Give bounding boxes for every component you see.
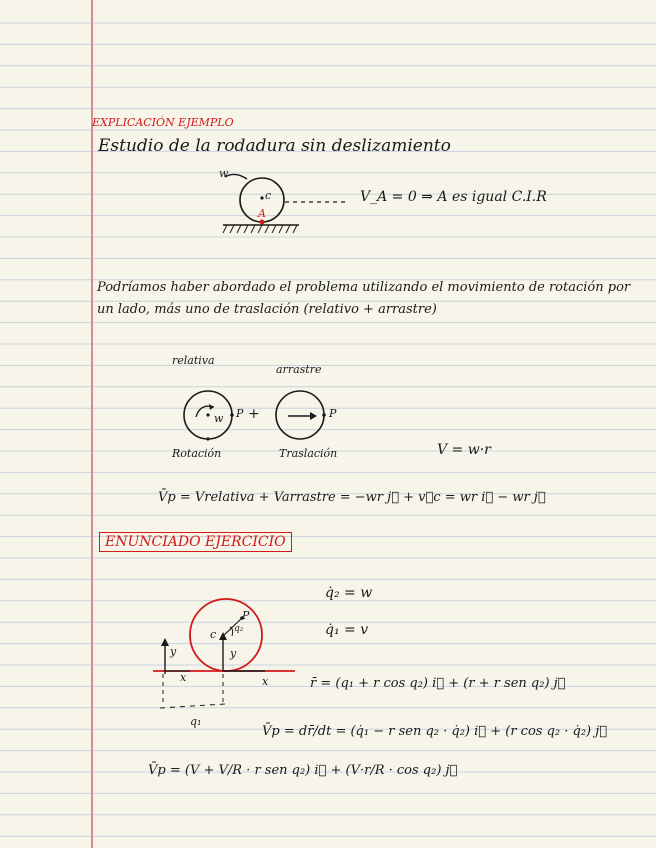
final-velocity-equation: V̄p = (V + V/R · r sen q₂) i⃗ + (V·r/R · cos q₂) j⃗ (148, 763, 458, 778)
rotation-point-p (230, 413, 234, 417)
translation-label: Traslación (279, 447, 338, 460)
page-title: Estudio de la rodadura sin deslizamiento (98, 136, 451, 156)
explanation-line-1: Podríamos haber abordado el problema utilizando el movimiento de rotación por (97, 280, 631, 295)
plus-sign: + (248, 406, 260, 422)
origin-x-label: x (180, 671, 187, 684)
position-equation: r̄ = (q₁ + r cos q₂) i⃗ + (r + r sen q₂) j⃗ (310, 676, 566, 691)
wheel-center-c-label: c (210, 628, 217, 641)
section-label: EXPLICACIÓN EJEMPLO (92, 116, 234, 129)
rotation-arrowhead-icon (209, 404, 214, 410)
wheel-center-label: c (265, 189, 272, 202)
rotation-omega-label: w (214, 412, 224, 425)
rolling-wheel-diagram (215, 165, 315, 240)
contact-point-dot (260, 220, 265, 225)
rotation-label: Rotación (172, 447, 222, 460)
q1-dot-relation: q̇₁ = v (325, 622, 369, 638)
q1-dimension (160, 704, 225, 708)
explanation-line-2: un lado, más uno de traslación (relativo + arrastre) (97, 302, 437, 317)
wheel-center-dot (260, 196, 263, 199)
center-x-label: x (262, 675, 269, 688)
velocity-equation: V̄p = Vrelativa + Varrastre = −wr j⃗ + v⃗c = wr i⃗ − wr j⃗ (158, 490, 546, 505)
ground-hatching (223, 225, 297, 233)
center-y-label: y (230, 647, 237, 660)
q1-label: q₁ (190, 715, 202, 728)
point-p-label: P (242, 609, 250, 622)
exercise-title: ENUNCIADO EJERCICIO (99, 532, 292, 552)
rotation-p-label: P (236, 407, 244, 420)
translation-circle (276, 391, 324, 439)
omega-label: w (219, 167, 229, 180)
speed-relation: V = w·r (437, 442, 491, 458)
contact-point-label: A (258, 207, 266, 220)
drag-label: arrastre (276, 363, 322, 376)
origin-y-label: y (170, 645, 177, 658)
velocity-derivative-equation: V̄p = dr̄/dt = (q̇₁ − r sen q₂ · q̇₂) i⃗ + (r cos q₂ · q̇₂) j⃗ (262, 724, 608, 739)
translation-point-p (322, 413, 326, 417)
relative-label: relativa (172, 354, 215, 367)
q2-dot-relation: q̇₂ = w (325, 585, 373, 601)
angle-q2-label: q₂ (234, 624, 244, 634)
decomposition-diagram (170, 385, 350, 450)
cir-condition: V_A = 0 ⇒ A es igual C.I.R (360, 189, 547, 205)
translation-p-label: P (329, 407, 337, 420)
exercise-wheel-circle (190, 599, 262, 671)
